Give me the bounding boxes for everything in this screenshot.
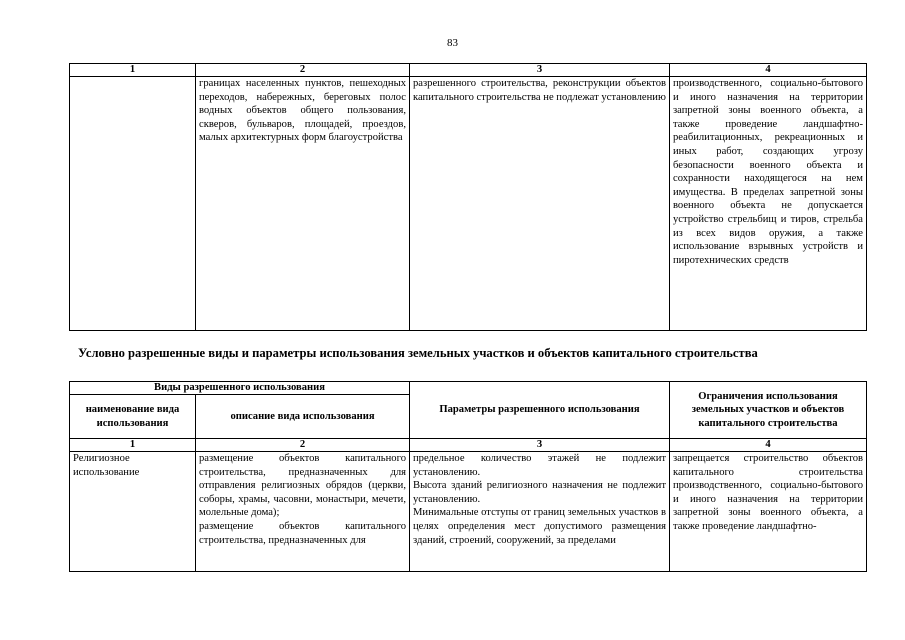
cell-parameters: разрешенного строительства, реконструкции объектов капитального строительства не подлежат установлению — [410, 77, 670, 331]
parameter-paragraph: Минимальные отступы от границ земельных участков в целях определения мест допустимого размещения зданий, строений, сооружений, за пределами — [413, 507, 666, 546]
parameter-paragraph: предельное количество этажей не подлежит установлению. — [413, 453, 666, 478]
column-number: 2 — [196, 64, 410, 77]
column-number: 1 — [70, 64, 196, 77]
page-number: 83 — [447, 37, 458, 49]
column-number: 3 — [410, 64, 670, 77]
header-row — [70, 382, 867, 395]
header-use-types: Виды разрешенного использования — [70, 382, 410, 395]
conditional-use-table — [69, 381, 867, 572]
continued-table — [69, 63, 867, 331]
cell-name: Религиозное использование — [70, 452, 196, 572]
table-row — [70, 77, 867, 331]
column-number: 2 — [196, 439, 410, 452]
cell-name — [70, 77, 196, 331]
column-number-row — [70, 439, 867, 452]
column-number-row — [70, 64, 867, 77]
section-heading: Условно разрешенные виды и параметры использования земельных участков и объектов капитального строительства — [78, 346, 758, 360]
column-number: 3 — [410, 439, 670, 452]
description-paragraph: размещение объектов капитального строительства, предназначенных для отправления религиозных обрядов (церкви, соборы, храмы, часовни, монастыри, мечети, молельные дома); — [199, 453, 406, 519]
column-number: 1 — [70, 439, 196, 452]
cell-description: границах населенных пунктов, пешеходных переходов, набережных, береговых полос водных объектов общего пользования, скверов, бульваров, площадей, проездов, малых архитектурных форм благоустройства — [196, 77, 410, 331]
cell-limitations: производственного, социально-бытового и иного назначения на территории запретной зоны военного объекта, а также проведение ландшафтно-реабилитационных, рекреационных и иных работ, создающих угрозу безопасности военного объекта и сохранности находящегося на нем имущества. В пределах запретной зоны военного объекта не допускается устройство стрельбищ и тиров, стрельба из всех видов оружия, а также использование взрывных устройств и пиротехнических средств — [670, 77, 867, 331]
cell-parameters — [410, 452, 670, 572]
cell-limitations: запрещается строительство объектов капитального строительства производственного, социально-бытового и иного назначения на территории запретной зоны военного объекта, а также проведение ландшафтно- — [670, 452, 867, 572]
header-use-name: наименование вида использования — [70, 395, 196, 439]
column-number: 4 — [670, 439, 867, 452]
header-limitations: Ограничения использования земельных участков и объектов капитального строительства — [670, 382, 867, 439]
header-parameters: Параметры разрешенного использования — [410, 382, 670, 439]
table-row — [70, 452, 867, 572]
description-paragraph: размещение объектов капитального строительства, предназначенных для — [199, 520, 406, 546]
column-number: 4 — [670, 64, 867, 77]
cell-description — [196, 452, 410, 572]
header-use-description: описание вида использования — [196, 395, 410, 439]
parameter-paragraph: Высота зданий религиозного назначения не подлежит установлению. — [413, 480, 666, 505]
